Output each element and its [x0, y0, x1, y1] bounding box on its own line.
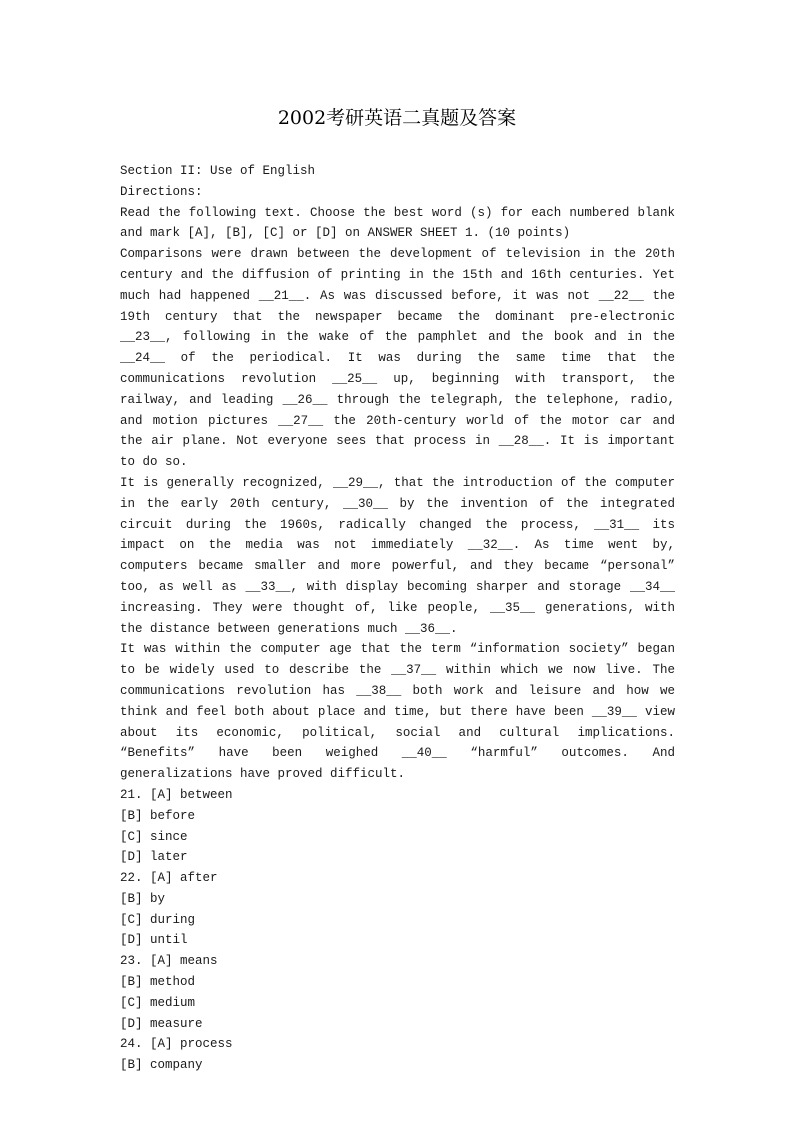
- question-option: [D] until: [120, 933, 188, 948]
- question-option: [B] by: [120, 891, 166, 906]
- question-21: [120, 785, 675, 868]
- question-option: [C] since: [120, 829, 188, 844]
- question-option: [C] medium: [120, 995, 196, 1010]
- question-list: [120, 785, 675, 1076]
- passage-paragraph-2: It is generally recognized, __29__, that the introduction of the computer in the early 20th century, __30__ by the invention of the integrated circuit during the 1960s, radically changed the process, __31__ its impact on the media was not immediately __32__. As time went by, computers became smaller and more powerful, and they became “personal” too, as well as __33__, with display becoming sharper and storage __34__ increasing. They were thought of, like people, __35__ generations, with the distance between generations much __36__.: [120, 475, 675, 636]
- section-heading: Section II: Use of English: [120, 164, 316, 178]
- directions-label: Directions:: [120, 184, 203, 199]
- question-stem: 24. [A] process: [120, 1037, 233, 1052]
- question-option: [B] company: [120, 1058, 203, 1073]
- question-24: [120, 1034, 675, 1076]
- question-option: [D] measure: [120, 1016, 203, 1031]
- question-22: [120, 868, 675, 951]
- question-option: [D] later: [120, 850, 188, 865]
- document-title: 2002考研英语二真题及答案: [277, 107, 517, 129]
- question-option: [B] method: [120, 975, 196, 990]
- question-option: [B] before: [120, 808, 196, 823]
- directions-text: Read the following text. Choose the best word (s) for each numbered blank and mark [A], [B], [C] or [D] on ANSWER SHEET 1. (10 points): [120, 205, 675, 241]
- question-stem: 23. [A] means: [120, 954, 218, 969]
- document-body: [120, 161, 675, 1076]
- question-stem: 22. [A] after: [120, 871, 218, 886]
- passage-paragraph-3: It was within the computer age that the term “information society” began to be widely used to describe the __37__ within which we now live. The communications revolution has __38__ both work and leisure and how we think and feel both about place and time, but there have been __39__ view about its economic, political, social and cultural implications. “Benefits” have been weighed __40__ “harmful” outcomes. And generalizations have proved difficult.: [120, 642, 675, 782]
- question-option: [C] during: [120, 912, 196, 927]
- question-23: [120, 951, 675, 1034]
- passage-paragraph-1: Comparisons were drawn between the development of television in the 20th century and the diffusion of printing in the 15th and 16th centuries. Yet much had happened __21__. As was discussed before, it was not __22__ the 19th century that the newspaper became the dominant pre-electronic __23__, following in the wake of the pamphlet and the book and in the __24__ of the periodical. It was during the same time that the communications revolution __25__ up, beginning with transport, the railway, and leading __26__ through the telegraph, the telephone, radio, and motion pictures __27__ the 20th-century world of the motor car and the air plane. Not everyone sees that process in __28__. It is important to do so.: [120, 247, 675, 470]
- question-stem: 21. [A] between: [120, 787, 233, 802]
